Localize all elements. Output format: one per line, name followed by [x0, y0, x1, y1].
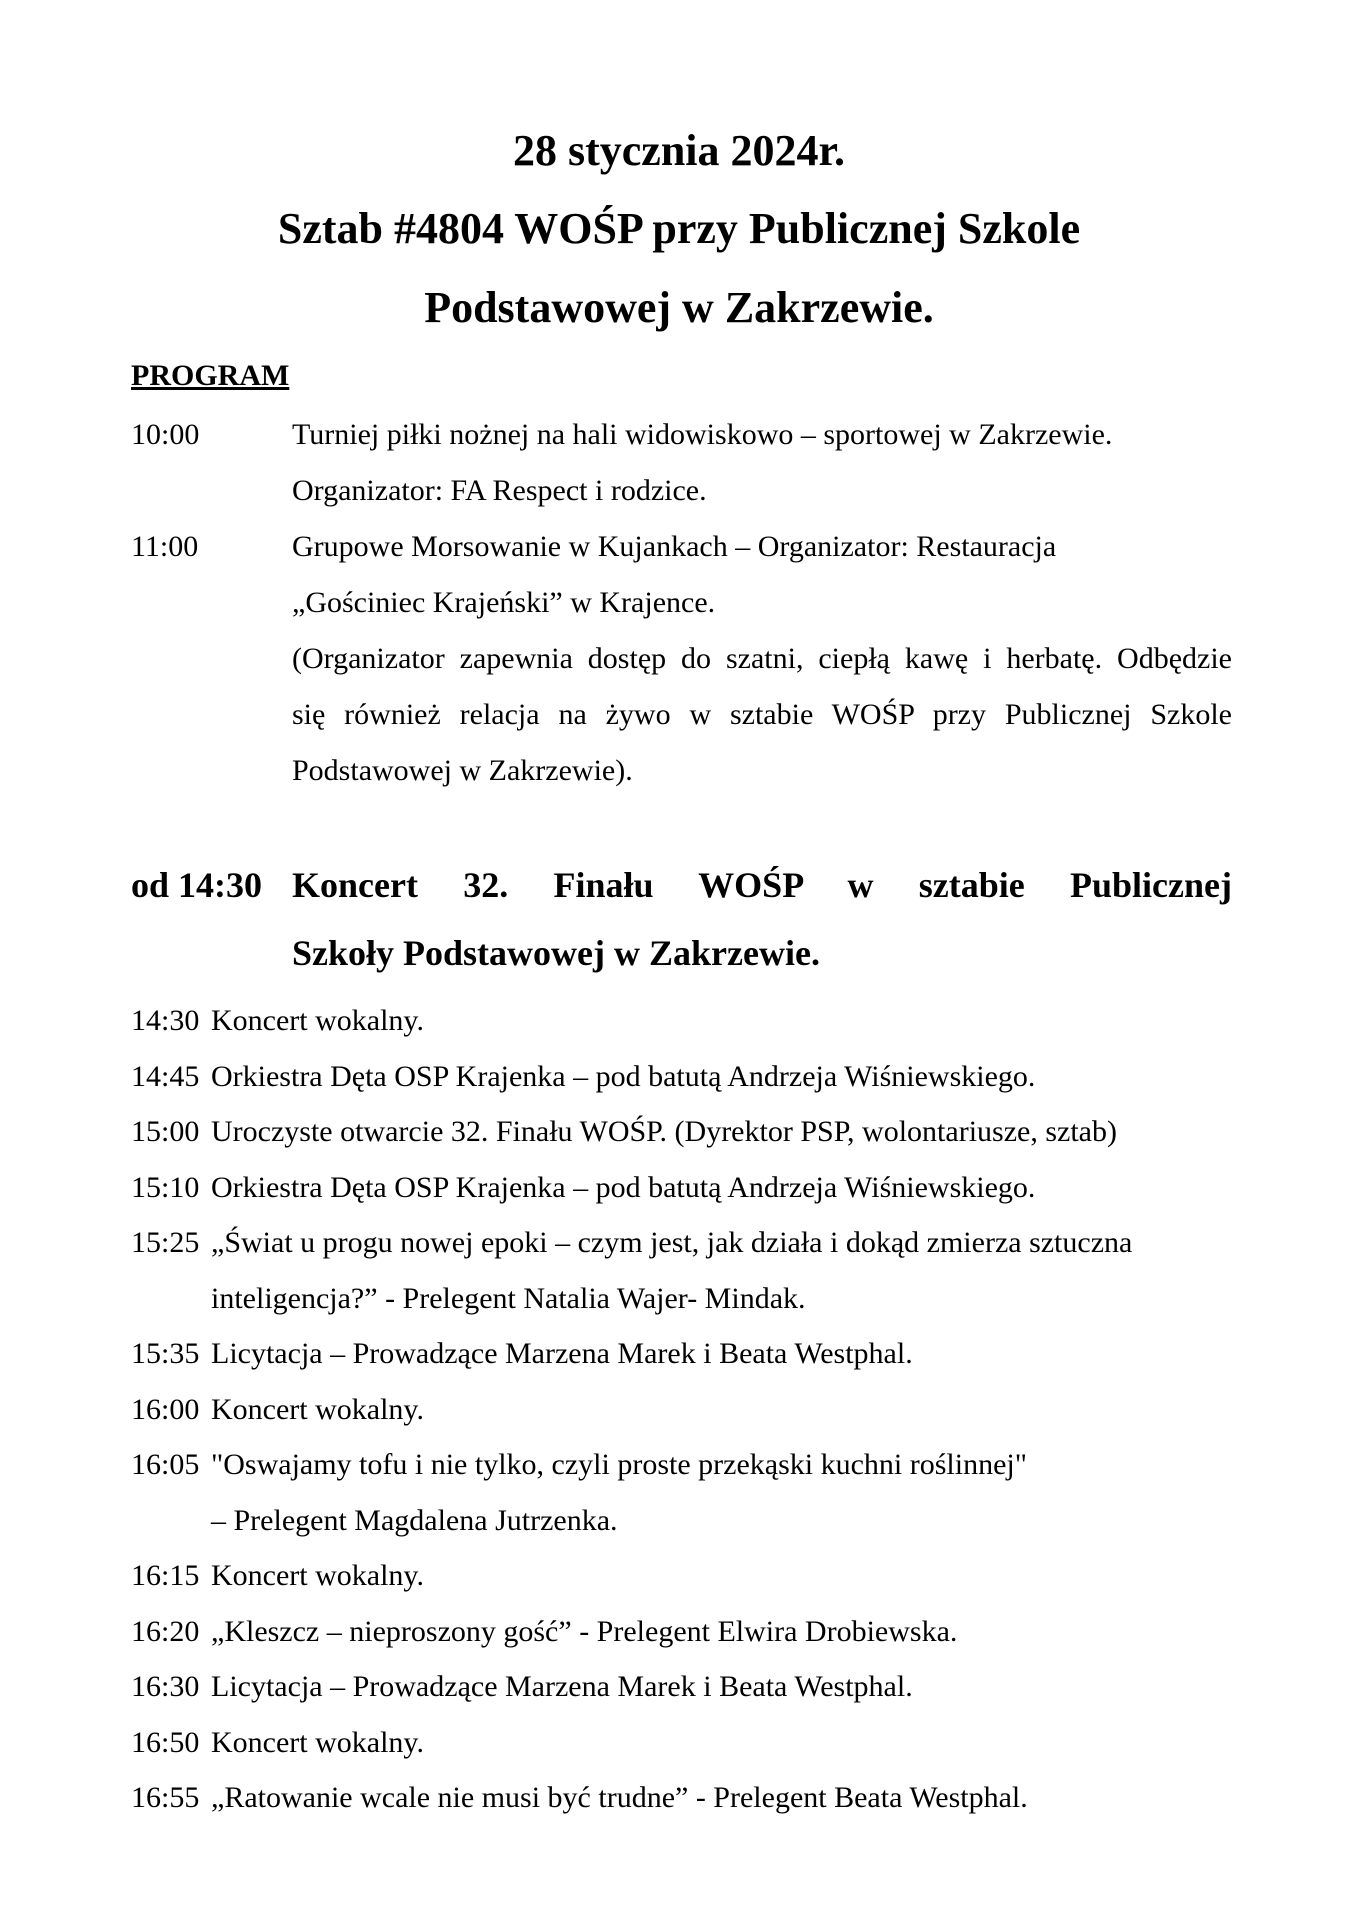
event-line: Podstawowej w Zakrzewie).	[292, 754, 633, 787]
concert-title-line: Koncert 32. Finału WOŚP w sztabie Publicznej	[292, 865, 1232, 905]
schedule-time: 15:00	[131, 1115, 200, 1148]
schedule-time: 16:55	[131, 1781, 200, 1814]
schedule-text-continuation: inteligencja?” - Prelegent Natalia Wajer- Mindak.	[211, 1282, 806, 1315]
schedule-text: „Świat u progu nowej epoki – czym jest, jak działa i dokąd zmierza sztuczna	[211, 1226, 1133, 1259]
schedule-time: 16:00	[131, 1393, 200, 1426]
schedule-text: "Oswajamy tofu i nie tylko, czyli proste przekąski kuchni roślinnej"	[211, 1448, 1027, 1481]
schedule-time: 16:50	[131, 1726, 200, 1759]
schedule-time: 14:45	[131, 1060, 200, 1093]
schedule-time: 15:35	[131, 1337, 200, 1370]
event-line: (Organizator zapewnia dostęp do szatni, ciepłą kawę i herbatę. Odbędzie	[292, 642, 1232, 675]
concert-title-line: Szkoły Podstawowej w Zakrzewie.	[292, 933, 820, 973]
schedule-time: 16:15	[131, 1559, 200, 1592]
schedule-time: 15:10	[131, 1171, 200, 1204]
schedule-text: Orkiestra Dęta OSP Krajenka – pod batutą Andrzeja Wiśniewskiego.	[211, 1060, 1036, 1093]
schedule-text: Orkiestra Dęta OSP Krajenka – pod batutą Andrzeja Wiśniewskiego.	[211, 1171, 1036, 1204]
schedule-text: Koncert wokalny.	[211, 1393, 424, 1426]
schedule-time: 16:30	[131, 1670, 200, 1703]
schedule-time: 16:05	[131, 1448, 200, 1481]
event-time: 10:00	[131, 418, 200, 451]
schedule-text: Licytacja – Prowadzące Marzena Marek i Beata Westphal.	[211, 1337, 913, 1370]
schedule-time: 14:30	[131, 1004, 200, 1037]
schedule-time: 16:20	[131, 1615, 200, 1648]
program-heading: PROGRAM	[131, 359, 290, 392]
event-time: 11:00	[131, 530, 199, 563]
schedule-text: Licytacja – Prowadzące Marzena Marek i Beata Westphal.	[211, 1670, 913, 1703]
title-school: Podstawowej w Zakrzewie.	[424, 283, 934, 332]
event-line: się również relacja na żywo w sztabie WOŚP przy Publicznej Szkole	[292, 698, 1232, 731]
event-line: Grupowe Morsowanie w Kujankach – Organizator: Restauracja	[292, 530, 1057, 563]
schedule-text: Koncert wokalny.	[211, 1559, 424, 1592]
schedule-text: Koncert wokalny.	[211, 1004, 424, 1037]
schedule-time: 15:25	[131, 1226, 200, 1259]
schedule-text: Uroczyste otwarcie 32. Finału WOŚP. (Dyrektor PSP, wolontariusze, sztab)	[211, 1115, 1117, 1148]
schedule-text: Koncert wokalny.	[211, 1726, 424, 1759]
event-line: Turniej piłki nożnej na hali widowiskowo – sportowej w Zakrzewie.	[292, 418, 1113, 451]
event-line: „Gościniec Krajeński” w Krajence.	[292, 586, 716, 619]
title-headquarters: Sztab #4804 WOŚP przy Publicznej Szkole	[277, 204, 1081, 253]
schedule-text-continuation: – Prelegent Magdalena Jutrzenka.	[211, 1504, 618, 1537]
schedule-text: „Kleszcz – nieproszony gość” - Prelegent Elwira Drobiewska.	[211, 1615, 958, 1648]
event-line: Organizator: FA Respect i rodzice.	[292, 474, 707, 507]
title-date: 28 stycznia 2024r.	[512, 126, 846, 175]
schedule-text: „Ratowanie wcale nie musi być trudne” - Prelegent Beata Westphal.	[211, 1781, 1028, 1814]
concert-start-time: od 14:30	[131, 865, 263, 905]
